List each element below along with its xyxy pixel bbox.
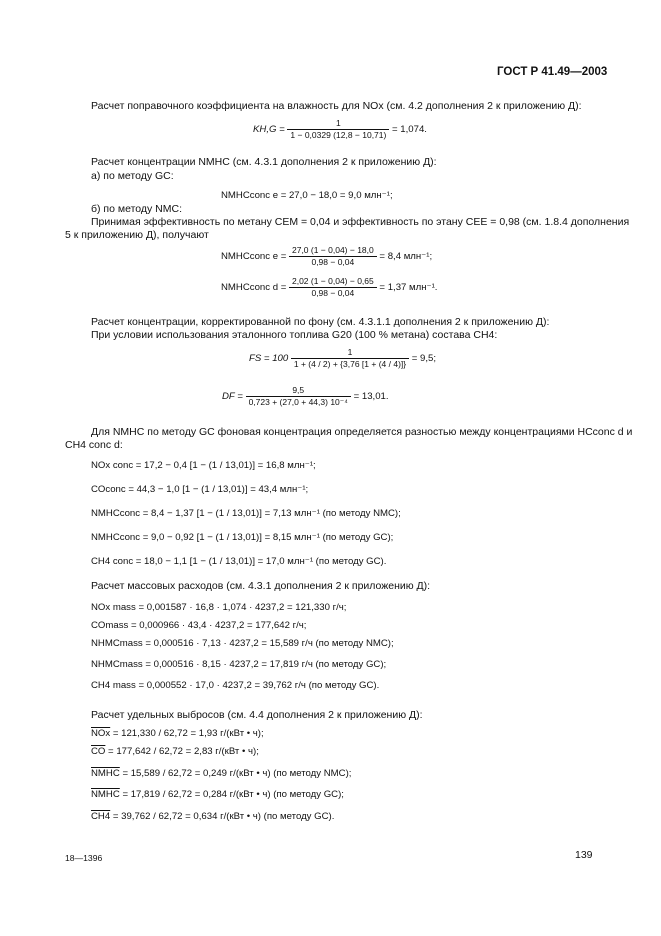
formula-nmhc-e: NMHCconc e = $\frac{27,0 (1 - 0,04) - 18,0}{0,98 - 0,04}$ = 8,4 млн⁻¹; xyxy=(221,245,433,267)
formula-nmhc-specific-gc: NMHC = 17,819 / 62,72 = 0,284 г/(кВт • ч) (по методу GC); xyxy=(91,789,344,800)
footer-sheet-number: 18—1396 xyxy=(65,853,103,863)
formula-nmhc-mass-nmc: NHMCmass = 0,000516 · 7,13 · 4237,2 = 15,589 г/ч (по методу NMC); xyxy=(91,638,394,649)
formula-result: = 1,074. xyxy=(392,124,427,136)
formula-khg xyxy=(253,118,427,141)
paragraph-specific: Расчет удельных выбросов (см. 4.4 дополнения 2 к приложению Д): xyxy=(91,709,423,721)
paragraph-gc-background-cont: CH4 conc d: xyxy=(65,439,123,451)
paragraph-nmhc-a: а) по методу GC: xyxy=(91,170,174,182)
paragraph-background: Расчет концентрации, корректированной по фону (см. 4.3.1.1 дополнения 2 к приложению Д): xyxy=(91,316,550,328)
paragraph-fuel: При условии использования эталонного топлива G20 (100 % метана) состава CH4: xyxy=(91,329,498,341)
formula-nox-conc: NOx conc = 17,2 − 0,4 [1 − (1 / 13,01)] = 16,8 млн⁻¹; xyxy=(91,460,316,471)
fraction: $\frac{1}{1 - 0,0329 (12,8 - 10,71)}$ xyxy=(287,118,389,141)
formula-ch4-specific: CH4 = 39,762 / 62,72 = 0,634 г/(кВт • ч) (по методу GC). xyxy=(91,811,335,822)
fraction: $\frac{1}{1 + (4 / 2) + \{3,76 [1 + (4 / 4)]\}}$ xyxy=(291,347,409,370)
formula-co-mass: COmass = 0,000966 · 43,4 · 4237,2 = 177,642 г/ч; xyxy=(91,620,307,631)
fraction: $\frac{27,0 (1 - 0,04) - 18,0}{0,98 - 0,04}$ xyxy=(289,245,377,268)
fraction: $\frac{2,02 (1 - 0,04) - 0,65}{0,98 - 0,04}$ xyxy=(289,276,377,299)
document-id: ГОСТ Р 41.49—2003 xyxy=(497,66,608,78)
formula-ch4-mass: CH4 mass = 0,000552 · 17,0 · 4237,2 = 39,762 г/ч (по методу GC). xyxy=(91,680,380,691)
formula-nmhc-mass-gc: NHMCmass = 0,000516 · 8,15 · 4237,2 = 17,819 г/ч (по методу GC); xyxy=(91,659,387,670)
paragraph-efficiency: Принимая эффективность по метану CEM = 0,04 и эффективность по этану CEE = 0,98 (см. 1.8.4 дополнения xyxy=(91,216,630,228)
fraction: $\frac{9,5}{\text{0,723 + (27,0 + 44,3) 10⁻⁴}}$ xyxy=(246,385,351,408)
paragraph-gc-background: Для NMHC по методу GC фоновая концентрация определяется разностью между концентрациями HCconc d и xyxy=(91,426,633,438)
paragraph-nmhc-b: б) по методу NMC: xyxy=(91,203,183,215)
formula-nmhc-conc-nmc: NMHCconc = 8,4 − 1,37 [1 − (1 / 13,01)] = 7,13 млн⁻¹ (по методу NMC); xyxy=(91,508,401,519)
formula-co-specific: $\overline{CO} = 177,642 / 62,72 = 2,83$ г/(кВт • ч); xyxy=(91,746,259,757)
formula-nmhc-specific-nmc: NMHC = 15,589 / 62,72 = 0,249 г/(кВт • ч) (по методу NMC); xyxy=(91,768,352,779)
paragraph-nmhc: Расчет концентрации NMHC (см. 4.3.1 дополнения 2 к приложению Д): xyxy=(91,156,437,168)
formula-df: DF = $\frac{9,5}{\text{0,723 + (27,0 + 44,3) 10⁻⁴}}$ = 13,01. xyxy=(222,385,389,407)
paragraph-humidity: Расчет поправочного коэффициента на влажность для NOx (см. 4.2 дополнения 2 к приложению Д): xyxy=(91,100,582,112)
formula-nox-mass: NOx mass = 0,001587 · 16,8 · 1,074 · 4237,2 = 121,330 г/ч; xyxy=(91,602,347,613)
paragraph-mass: Расчет массовых расходов (см. 4.3.1 дополнения 2 к приложению Д): xyxy=(91,580,431,592)
formula-co-conc: COconc = 44,3 − 1,0 [1 − (1 / 13,01)] = 43,4 млн⁻¹; xyxy=(91,484,309,495)
formula-ch4-conc: CH4 conc = 18,0 − 1,1 [1 − (1 / 13,01)] = 17,0 млн⁻¹ (по методу GC). xyxy=(91,556,387,567)
formula-lhs: KH,G = xyxy=(253,124,285,136)
formula-fs: FS = 100 $\frac{1}{1 + (4 / 2) + \{3,76 [1 + (4 / 4)]\}}$ = 9,5; xyxy=(249,347,437,369)
formula-nmhc-d: NMHCconc d = $\frac{2,02 (1 - 0,04) - 0,65}{0,98 - 0,04}$ = 1,37 млн⁻¹. xyxy=(221,276,438,298)
paragraph-efficiency-cont: 5 к приложению Д), получают xyxy=(65,229,209,241)
formula-nmhc-conc-gc: NMHCconc = 9,0 − 0,92 [1 − (1 / 13,01)] = 8,15 млн⁻¹ (по методу GC); xyxy=(91,532,394,543)
formula-nox-specific: $\overline{NOx} = 121,330 / 62,72 = 1,93$ г/(кВт • ч); xyxy=(91,728,264,739)
formula-nmhc-gc: NMHCconc e = 27,0 − 18,0 = 9,0 млн⁻¹; xyxy=(221,190,393,201)
page-number: 139 xyxy=(575,849,593,861)
